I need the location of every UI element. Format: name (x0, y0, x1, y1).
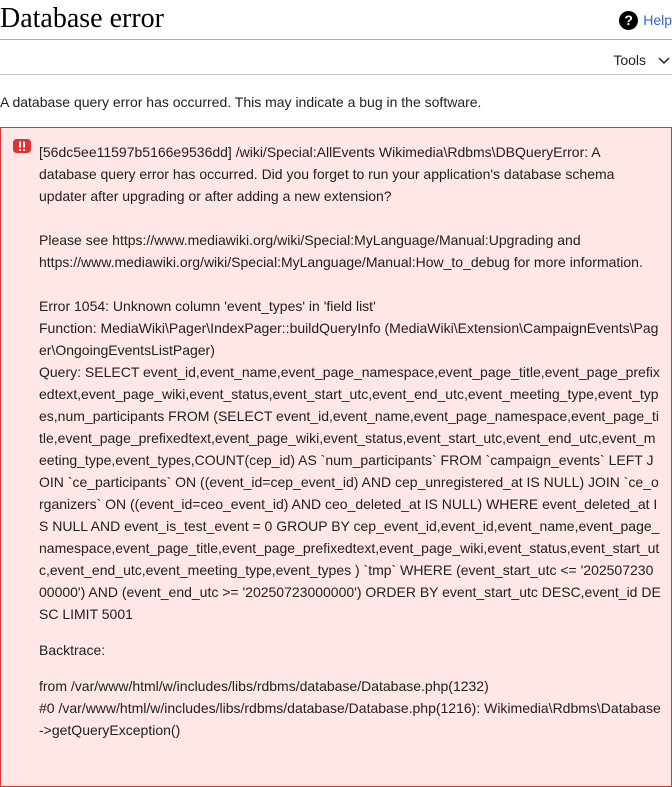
error-icon (13, 139, 31, 153)
tools-label: Tools (613, 52, 646, 68)
help-label: Help (643, 12, 672, 28)
error-see-more: Please see https://www.mediawiki.org/wiki/Special:MyLanguage/Manual:Upgrading and https://www.mediawiki.org/wiki/Special:MyLanguage/Manual:How_to_debug for more information. (39, 232, 643, 270)
chevron-down-icon (656, 52, 672, 68)
page-title: Database error (0, 3, 165, 34)
error-message: [56dc5ee11597b5166e9536dd] /wiki/Special:AllEvents Wikimedia\Rdbms\DBQueryError: A database query error has occurred. Did you forget to run your application's database schema updater after upgrading or after adding a new extension? (39, 144, 615, 204)
backtrace-label: Backtrace: (39, 642, 106, 658)
backtrace-line: from /var/www/html/w/includes/libs/rdbms/database/Database.php(1232) (39, 678, 489, 694)
error-detail: Error 1054: Unknown column 'event_types' in 'field list' Function: MediaWiki\Pager\IndexPager::buildQueryInfo (MediaWiki\Extension\CampaignEvents\Pager\OngoingEventsListPager) Query: SELECT event_id,event_name,event_page_namespace,event_page_title,event_page_prefixedtext,event_page_wiki,event_status,event_start_utc,event_end_utc,event_meeting_type,event_types,num_participants FROM (SELECT event_id,event_name,event_page_namespace,event_page_title,event_page_prefixedtext,event_page_wiki,event_status,event_start_utc,event_end_utc,event_meeting_type,event_types,COUNT(cep_id) AS `num_participants` FROM `campaign_events` LEFT JOIN `ce_participants` ON ((event_id=cep_event_id) AND cep_unregistered_at IS NULL) JOIN `ce_organizers` ON ((event_id=ceo_event_id) AND ceo_deleted_at IS NULL) WHERE event_deleted_at IS NULL AND event_is_test_event = 0 GROUP BY cep_event_id,event_id,event_name,event_page_namespace,event_page_title,event_page_prefixedtext,event_page_wiki,event_status,event_start_utc,event_end_utc,event_meeting_type,event_types ) `tmp` WHERE (event_start_utc <= '20250723000000') AND (event_end_utc >= '20250723000000') ORDER BY event_start_utc DESC,event_id DESC LIMIT 5001 (39, 298, 661, 622)
backtrace-line: #0 /var/www/html/w/includes/libs/rdbms/database/Database.php(1216): Wikimedia\Rdbms\Database->getQueryException() (39, 700, 661, 738)
help-link[interactable] (619, 10, 672, 30)
error-content (39, 141, 661, 741)
error-intro-text: A database query error has occurred. This may indicate a bug in the software. (0, 94, 482, 110)
error-message-box (0, 127, 672, 787)
question-mark-icon: ? (619, 11, 638, 30)
page-header (0, 0, 672, 40)
tools-dropdown[interactable] (613, 50, 672, 70)
page-toolbar (0, 40, 672, 75)
